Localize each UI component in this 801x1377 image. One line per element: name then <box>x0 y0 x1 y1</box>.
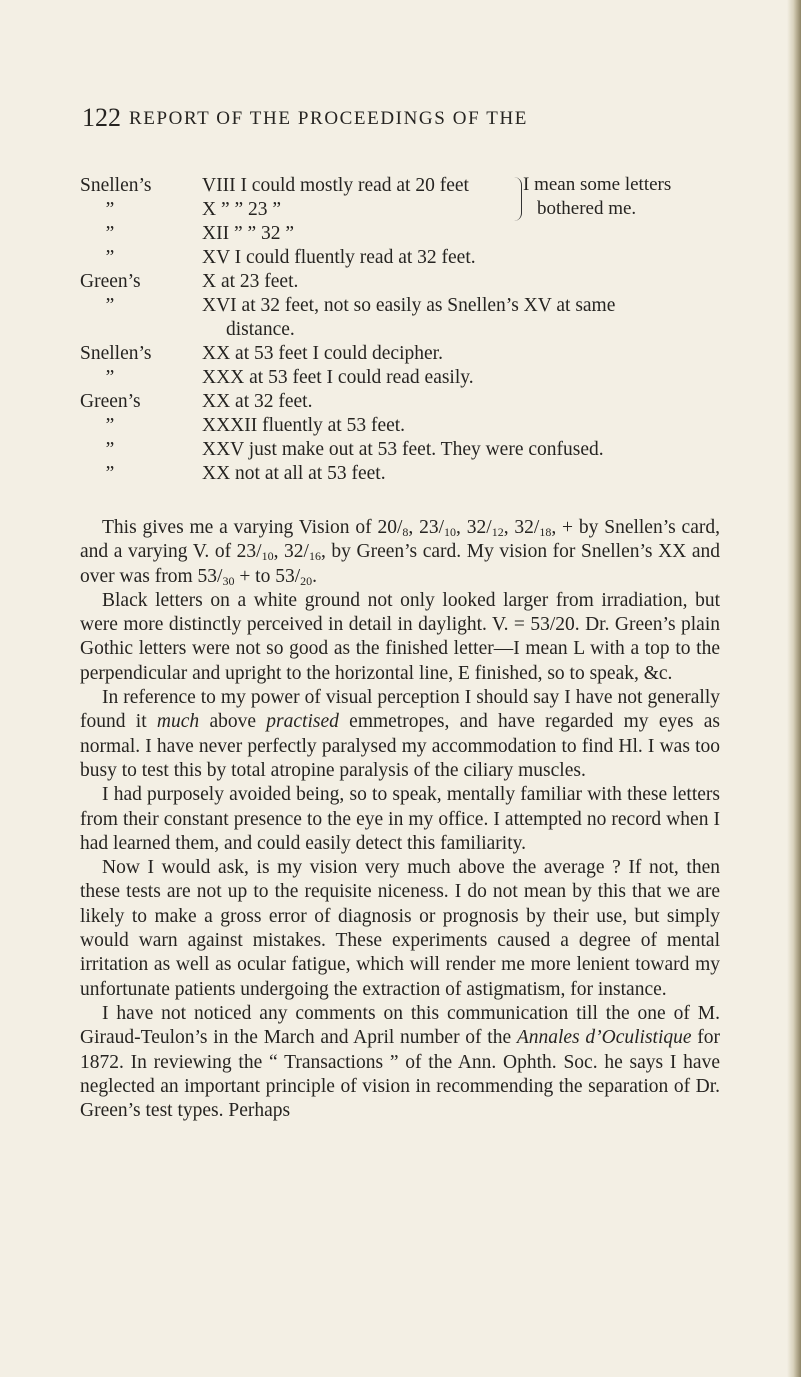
row-label: ” <box>105 247 115 268</box>
bracket-note-line: I mean some letters <box>523 174 672 195</box>
paragraph: This gives me a varying Vision of $20/_8$, $23/_{10}$, $32/_{12}$, $32/_{18}$, + by Snellen’s card, and a varying V. of $23/_{10}$, $32/_{16}$, by Green’s card. My vision for Snellen’s XX and over was from $53/_{30}$ + to $53/_{20}$. <box>80 517 720 588</box>
row-entry: XV I could fluently read at 32 feet. <box>202 247 476 268</box>
row-label: ” <box>105 199 115 220</box>
row-entry: XX at 32 feet. <box>202 391 313 412</box>
row-label: ” <box>105 463 115 484</box>
row-entry: XX not at all at 53 feet. <box>202 463 386 484</box>
row-label: ” <box>105 439 115 460</box>
row-entry: XXX at 53 feet I could read easily. <box>202 367 474 388</box>
bracket-group <box>80 175 720 235</box>
right-brace <box>513 177 522 221</box>
row-entry: XII ” ” 32 ” <box>202 223 295 244</box>
paragraph: I had purposely avoided being, so to speak, mentally familiar with these letters from their constant presence to the eye in my office. I attempted no record when I had learned them, and could easily detect this familiarity. <box>80 784 720 854</box>
row-entry: distance. <box>226 319 295 340</box>
row-label: Green’s <box>80 391 141 412</box>
bracket-note <box>523 173 671 221</box>
paragraph: In reference to my power of visual perception I should say I have not generally found it much above practised emmetropes, and have regarded my eyes as normal. I have never perfectly paralysed my accommodation to find Hl. I was too busy to test this by total atropine paralysis of the ciliary muscles. <box>80 687 721 781</box>
row-label: Green’s <box>80 271 141 292</box>
row-label: ” <box>105 367 115 388</box>
row-label: Snellen’s <box>80 175 152 196</box>
page-edge <box>787 0 801 1377</box>
row-entry: XXV just make out at 53 feet. They were confused. <box>202 439 604 460</box>
row-entry: XXXII fluently at 53 feet. <box>202 415 406 436</box>
bracket-note-line: bothered me. <box>537 198 637 219</box>
row-label: Snellen’s <box>80 343 152 364</box>
row-entry: X at 23 feet. <box>202 271 299 292</box>
row-label: ” <box>105 295 115 316</box>
row-label: ” <box>105 223 115 244</box>
row-label: ” <box>105 415 115 436</box>
row-entry: VIII I could mostly read at 20 feet <box>202 175 469 196</box>
running-header: REPORT OF THE PROCEEDINGS OF THE <box>129 108 528 129</box>
row-entry: XX at 53 feet I could decipher. <box>202 343 443 364</box>
row-entry: XVI at 32 feet, not so easily as Snellen’s XV at same <box>202 295 616 316</box>
paragraph: I have not noticed any comments on this communication till the one of M. Giraud-Teulon’s in the March and April number of the Annales d’Oculistique for 1872. In reviewing the “ Transactions ” of the Ann. Ophth. Soc. he says I have neglected an important principle of vision in recommending the separation of Dr. Green’s test types. Perhaps <box>80 1002 720 1122</box>
body-text <box>80 516 720 1123</box>
paragraph: Now I would ask, is my vision very much above the average ? If not, then these tests are not up to the requisite niceness. I do not mean by this that we are likely to make a gross error of diagnosis or prognosis by their use, but simply would warn against mistakes. These experiments caused a degree of mental irritation as well as ocular fatigue, which will render me more lenient toward my unfortunate patients undergoing the extraction of astigmatism, for instance. <box>80 857 720 1000</box>
paragraph: Black letters on a white ground not only looked larger from irradiation, but were more distinctly perceived in detail in daylight. V. = 53/20. Dr. Green’s plain Gothic letters were not so good as the finished letter—I mean L with a top to the perpendicular and upright to the horizontal line, E finished, so to speak, &c. <box>80 589 720 684</box>
page-number: 122 <box>82 103 121 132</box>
row-entry: X ” ” 23 ” <box>202 199 282 220</box>
